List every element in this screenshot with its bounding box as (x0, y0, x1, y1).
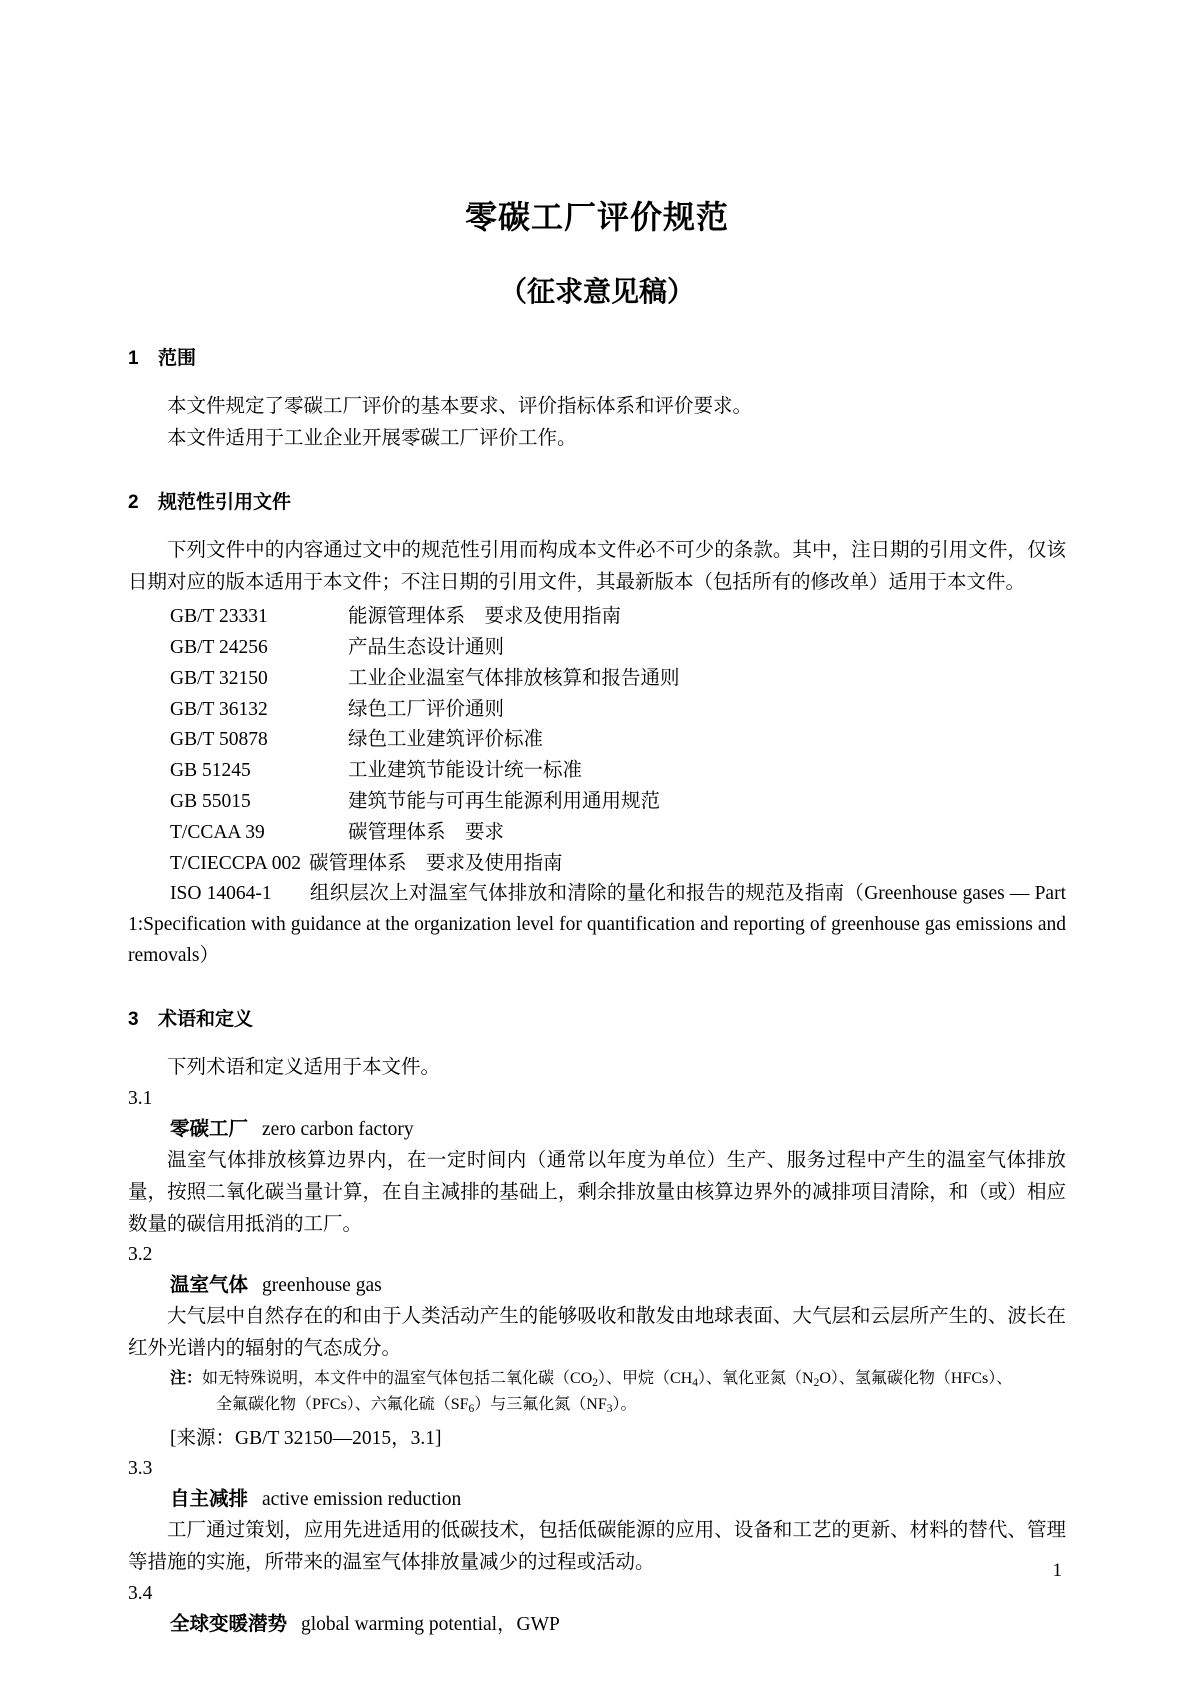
term-heading (128, 1609, 1066, 1640)
reference-title: 绿色工厂评价通则 (348, 698, 505, 720)
note-label: 注： (170, 1369, 203, 1387)
reference-title: 碳管理体系 要求 (348, 821, 505, 843)
reference-code: GB/T 32150 (170, 667, 268, 689)
term-name-en: zero carbon factory (262, 1119, 414, 1141)
reference-item (128, 725, 1066, 756)
section-title-normative-references: 规范性引用文件 (158, 491, 292, 513)
reference-code: GB/T 24256 (170, 637, 268, 659)
reference-item (128, 695, 1066, 726)
reference-code: GB/T 23331 (170, 606, 268, 628)
reference-title: 能源管理体系 要求及使用指南 (348, 606, 622, 628)
document-subtitle: （征求意见稿） (498, 276, 695, 308)
term-number: 3.4 (128, 1582, 153, 1604)
reference-title: 碳管理体系 要求及使用指南 (308, 852, 563, 874)
reference-title: 绿色工业建筑评价标准 (348, 729, 544, 751)
reference-code: GB 51245 (170, 760, 251, 782)
term-name-cn: 全球变暖潜势 (170, 1612, 288, 1635)
normative-references-intro: 下列文件中的内容通过文中的规范性引用而构成本文件必不可少的条款。其中，注日期的引用文件，仅该日期对应的版本适用于本文件；不注日期的引用文件，其最新版本（包括所有的修改单）适用于本文件。 (128, 540, 1066, 593)
reference-code: GB/T 50878 (170, 729, 268, 751)
section-number-normative-references: 2 (128, 491, 139, 513)
term-definition: 大气层中自然存在的和由于人类活动产生的能够吸收和散发由地球表面、大气层和云层所产生的、波长在红外光谱内的辐射的气态成分。 (128, 1306, 1066, 1360)
scope-paragraph-2: 本文件适用于工业企业开展零碳工厂评价工作。 (167, 428, 577, 450)
term-name-cn: 零碳工厂 (170, 1118, 249, 1141)
reference-code: GB 55015 (170, 791, 251, 813)
reference-title: 建筑节能与可再生能源利用通用规范 (348, 791, 661, 813)
term-heading (128, 1484, 1066, 1515)
terms-intro-block (128, 1052, 1066, 1084)
reference-item (128, 602, 1066, 633)
reference-item (128, 633, 1066, 664)
reference-title: 工业企业温室气体排放核算和报告通则 (348, 667, 680, 689)
normative-reference-list (128, 602, 1066, 879)
term-note-line-1 (128, 1367, 1066, 1393)
normative-references-intro-block (128, 535, 1066, 598)
reference-item (128, 818, 1066, 849)
reference-title: 组织层次上对温室气体排放和清除的量化和报告的规范及指南（Greenhouse gases — Part 1:Specification with guidance at the organization level for quantification and reporting of greenhouse gas emissions and removals） (128, 883, 1066, 967)
section-title-terms: 术语和定义 (158, 1008, 254, 1030)
reference-item-iso (128, 879, 1066, 971)
term-name-cn: 自主减排 (170, 1488, 249, 1511)
scope-paragraphs (128, 391, 1066, 454)
reference-item (128, 664, 1066, 695)
reference-code: T/CCAA 39 (170, 821, 265, 843)
term-name-cn: 温室气体 (170, 1274, 249, 1297)
term-heading (128, 1114, 1066, 1145)
reference-item (128, 787, 1066, 818)
reference-title: 产品生态设计通则 (348, 637, 505, 659)
term-name-en: greenhouse gas (262, 1275, 382, 1297)
term-note-line-2: 全氟碳化物（PFCs）、六氟化硫$(SF_6)$与三氟化氮$(NF_3)$。 (216, 1395, 637, 1415)
section-heading-terms (128, 1006, 1066, 1035)
scope-paragraph-1: 本文件规定了零碳工厂评价的基本要求、评价指标体系和评价要求。 (167, 396, 753, 418)
reference-title: 工业建筑节能设计统一标准 (348, 760, 583, 782)
note-text: 如无特殊说明，本文件中的温室气体包括二氧化碳$(CO_2)$、甲烷$(CH_4)$、氧化亚氮$(N_2O)$、氢氟碳化物（HFCs）、 (202, 1369, 1013, 1389)
term-heading (128, 1270, 1066, 1301)
section-number-terms: 3 (128, 1008, 139, 1030)
section-title-scope: 范围 (158, 347, 197, 369)
page-number: 1 (1052, 1560, 1062, 1581)
term-number: 3.3 (128, 1457, 153, 1479)
section-number-scope: 1 (128, 347, 139, 369)
term-name-en: active emission reduction (262, 1489, 462, 1511)
page-content (128, 0, 1066, 1640)
term-name-en: global warming potential，GWP (301, 1613, 560, 1635)
reference-code: ISO 14064-1 (170, 883, 272, 905)
term-source-citation: [来源：GB/T 32150—2015，3.1] (170, 1427, 442, 1449)
term-number: 3.1 (128, 1087, 153, 1109)
reference-item (128, 756, 1066, 787)
reference-code: GB/T 36132 (170, 698, 268, 720)
section-heading-scope (128, 345, 1066, 374)
term-definition: 温室气体排放核算边界内，在一定时间内（通常以年度为单位）生产、服务过程中产生的温室气体排放量，按照二氧化碳当量计算，在自主减排的基础上，剩余排放量由核算边界外的减排项目清除，和（或）相应数量的碳信用抵消的工厂。 (128, 1150, 1066, 1235)
terms-intro: 下列术语和定义适用于本文件。 (167, 1057, 441, 1079)
reference-item (128, 849, 1066, 880)
document-title: 零碳工厂评价规范 (464, 199, 729, 235)
reference-code: T/CIECCPA 002 (170, 852, 301, 874)
term-number: 3.2 (128, 1244, 153, 1266)
section-heading-normative-references (128, 489, 1066, 518)
term-definition: 工厂通过策划，应用先进适用的低碳技术，包括低碳能源的应用、设备和工艺的更新、材料的替代、管理等措施的实施，所带来的温室气体排放量减少的过程或活动。 (128, 1520, 1066, 1573)
